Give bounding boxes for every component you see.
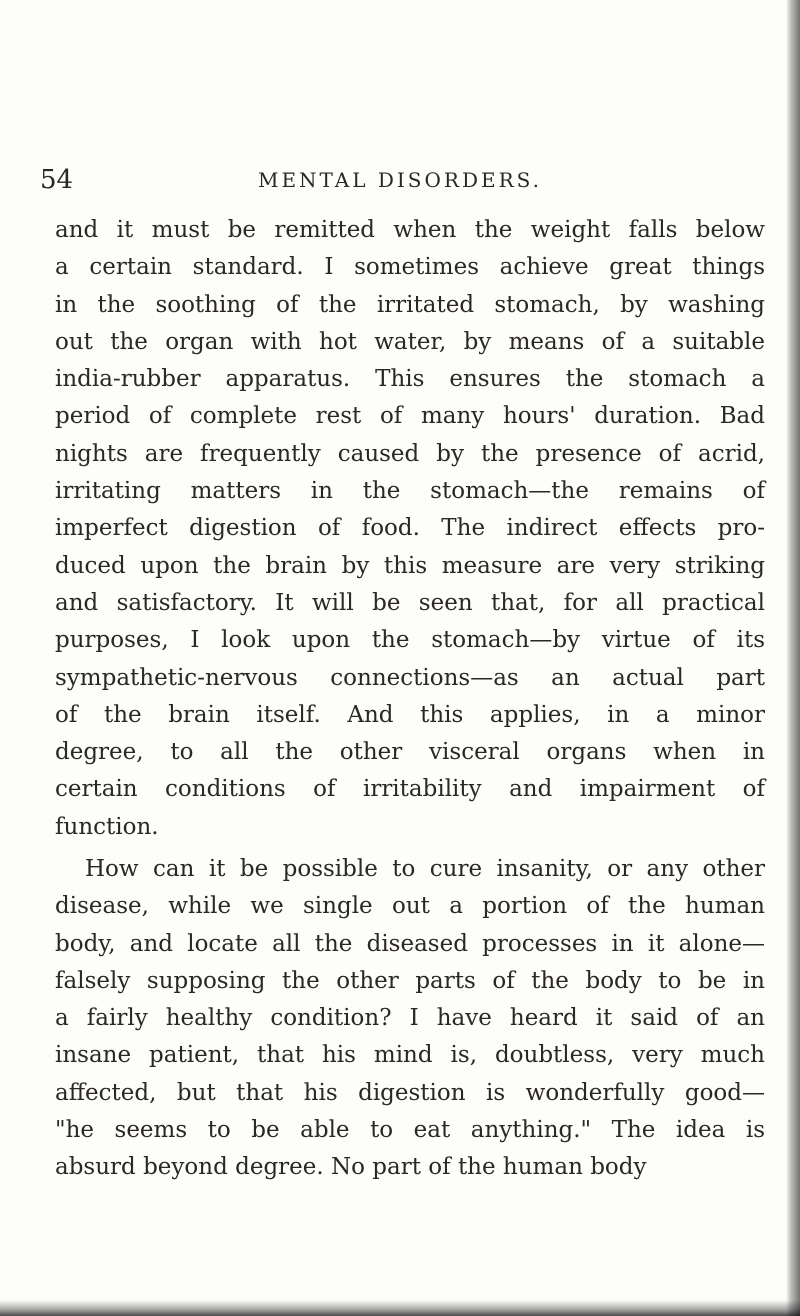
text-line: a certain standard. I sometimes achieve great things: [55, 254, 765, 281]
text-line: period of complete rest of many hours' duration. Bad: [55, 403, 765, 430]
text-line: affected, but that his digestion is wonderfully good—: [55, 1079, 765, 1106]
text-line: How can it be possible to cure insanity, or any other: [85, 856, 765, 882]
paragraph-2: [55, 851, 765, 1187]
text-line: imperfect digestion of food. The indirect effects pro-: [55, 515, 765, 542]
text-line: certain conditions of irritability and impairment of: [55, 776, 765, 803]
page-edge-shadow: [786, 0, 800, 1316]
text-line: of the brain itself. And this applies, in a minor: [55, 701, 765, 728]
text-line: in the soothing of the irritated stomach, by washing: [55, 291, 765, 318]
text-line: india-rubber apparatus. This ensures the stomach a: [55, 366, 765, 393]
text-line: duced upon the brain by this measure are very striking: [55, 552, 765, 579]
paragraph-1: [55, 212, 765, 846]
text-line: insane patient, that his mind is, doubtless, very much: [55, 1042, 765, 1069]
text-line: nights are frequently caused by the presence of acrid,: [55, 440, 765, 467]
text-line: irritating matters in the stomach—the remains of: [55, 478, 765, 505]
text-line: out the organ with hot water, by means of a suitable: [55, 328, 765, 355]
text-line: falsely supposing the other parts of the body to be in: [55, 967, 765, 994]
text-line: degree, to all the other visceral organs when in: [55, 739, 765, 766]
running-title: MENTAL DISORDERS.: [257, 168, 543, 192]
page-number: 54: [40, 165, 74, 195]
text-line: body, and locate all the diseased processes in it alone—: [55, 930, 765, 957]
text-line: purposes, I look upon the stomach—by virtue of its: [55, 627, 765, 654]
text-line: absurd beyond degree. No part of the human body: [55, 1154, 647, 1181]
text-line: disease, while we single out a portion of the human: [55, 893, 765, 920]
text-line: and it must be remitted when the weight falls below: [55, 217, 765, 243]
text-line: a fairly healthy condition? I have heard it said of an: [55, 1005, 765, 1032]
text-line: and satisfactory. It will be seen that, for all practical: [55, 589, 765, 616]
running-head: [40, 160, 760, 200]
page-bottom-shadow: [0, 1300, 800, 1316]
text-line: sympathetic-nervous connections—as an actual part: [55, 664, 765, 691]
text-line: function.: [55, 813, 159, 840]
text-line: "he seems to be able to eat anything." The idea is: [55, 1117, 765, 1144]
